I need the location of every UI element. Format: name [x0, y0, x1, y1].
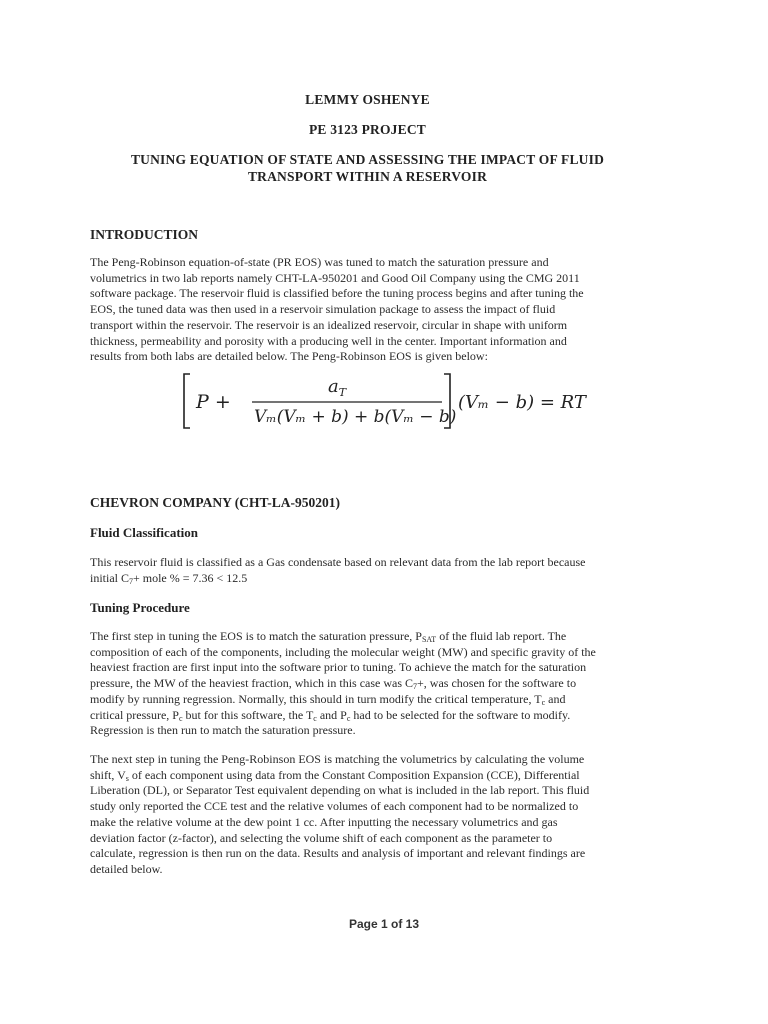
- text-run: pressure, the MW of the heaviest fraction, which in this case was C: [90, 676, 414, 691]
- equation-numerator: [328, 376, 348, 399]
- text-run: and: [545, 691, 566, 706]
- equation-p-plus: P +: [196, 391, 231, 413]
- tuning-procedure-heading: Tuning Procedure: [90, 600, 190, 615]
- tuning-line: deviation factor (z-factor), and selecting the volume shift of each component as the parameter to: [90, 830, 553, 845]
- intro-line: The Peng-Robinson equation-of-state (PR EOS) was tuned to match the saturation pressure and: [90, 255, 549, 269]
- text-run: +, was chosen for the software to: [417, 676, 577, 691]
- subscript: c: [313, 713, 317, 723]
- peng-robinson-equation: [180, 372, 600, 432]
- introduction-heading: INTRODUCTION: [90, 227, 199, 242]
- tuning-line: [90, 676, 680, 692]
- text-run: shift, V: [90, 767, 126, 782]
- tuning-paragraph-2: [90, 752, 680, 878]
- fluid-classification-heading: Fluid Classification: [90, 525, 198, 540]
- tuning-line: [90, 629, 680, 645]
- intro-line: volumetrics in two lab reports namely CHT-LA-950201 and Good Oil Company using the CMG 2011: [90, 270, 580, 285]
- subscript: 7: [129, 576, 133, 586]
- numerator-a: a: [328, 376, 339, 397]
- subscript: c: [346, 713, 351, 723]
- page-number: Page 1 of 13: [348, 917, 420, 931]
- author-name: LEMMY OSHENYE: [305, 92, 430, 107]
- text-run: modify by running regression. Normally, this should in turn modify the critical temperature, T: [90, 691, 542, 706]
- tuning-line: Regression is then run to match the saturation pressure.: [90, 723, 356, 738]
- intro-line: EOS, the tuned data was then used in a reservoir simulation package to assess the impact of fluid: [90, 302, 556, 317]
- intro-line: thickness, permeability and porosity with a producing well in the center. Important information and: [90, 333, 567, 348]
- equation-denominator: Vₘ(Vₘ + b) + b(Vₘ − b): [254, 407, 457, 427]
- document-title-line-1: TUNING EQUATION OF STATE AND ASSESSING THE IMPACT OF FLUID: [130, 152, 605, 167]
- fluid-line: [90, 571, 680, 587]
- introduction-paragraph: [90, 255, 680, 365]
- tuning-line: calculate, regression is then run on the data. Results and analysis of important and relevant findings are: [90, 846, 586, 861]
- text-run: + mole % = 7.36 < 12.5: [133, 570, 248, 585]
- text-run: but for this software, the T: [182, 707, 314, 722]
- numerator-subscript: T: [338, 386, 347, 399]
- subscript: 7: [413, 682, 418, 692]
- text-run: initial C: [90, 570, 129, 585]
- course-title: PE 3123 PROJECT: [308, 122, 426, 137]
- tuning-line: heaviest fraction are first input into the software prior to tuning. To achieve the match for the saturation: [90, 660, 587, 675]
- intro-line: software package. The reservoir fluid is classified before the tuning process begins and after tuning the: [90, 286, 584, 301]
- tuning-line: [90, 692, 680, 708]
- text-run: of each component using data from the Constant Composition Expansion (CCE), Differential: [128, 767, 580, 782]
- tuning-paragraph-1: [90, 629, 680, 739]
- tuning-line: make the relative volume at the dew point 1 cc. After inputting the necessary volumetrics and gas: [90, 814, 558, 829]
- intro-line: transport within the reservoir. The reservoir is an idealized reservoir, circular in shape with uniform: [90, 317, 568, 332]
- intro-line: results from both labs are detailed below. The Peng-Robinson EOS is given below:: [90, 349, 488, 364]
- tuning-line: [90, 768, 680, 784]
- text-run: had to be selected for the software to modify.: [350, 707, 571, 722]
- fluid-classification-paragraph: [90, 555, 680, 586]
- left-bracket: [184, 374, 190, 428]
- tuning-line: detailed below.: [90, 861, 163, 876]
- equation-right-side: (Vₘ − b) = RT: [458, 392, 586, 413]
- document-title-line-2: TRANSPORT WITHIN A RESERVOIR: [247, 169, 488, 184]
- text-run: The first step in tuning the EOS is to match the saturation pressure, P: [90, 629, 422, 643]
- fluid-line: This reservoir fluid is classified as a Gas condensate based on relevant data from the lab report because: [90, 555, 586, 569]
- text-run: critical pressure, P: [90, 707, 179, 722]
- tuning-line: [90, 708, 680, 724]
- tuning-line: Liberation (DL), or Separator Test equivalent depending on what is included in the lab report. This fluid: [90, 783, 590, 798]
- subscript: s: [125, 773, 129, 783]
- tuning-line: The next step in tuning the Peng-Robinson EOS is matching the volumetrics by calculating the volume: [90, 752, 585, 766]
- tuning-line: composition of each of the components, including the molecular weight (MW) and specific gravity of the: [90, 644, 596, 659]
- subscript: SAT: [421, 635, 437, 644]
- text-run: and P: [316, 707, 347, 722]
- chevron-heading: CHEVRON COMPANY (CHT-LA-950201): [90, 495, 340, 510]
- tuning-line: study only reported the CCE test and the relative volumes of each component had to be normalized to: [90, 799, 579, 814]
- subscript: c: [178, 713, 183, 723]
- text-run: of the fluid lab report. The: [436, 629, 567, 643]
- subscript: c: [541, 697, 546, 707]
